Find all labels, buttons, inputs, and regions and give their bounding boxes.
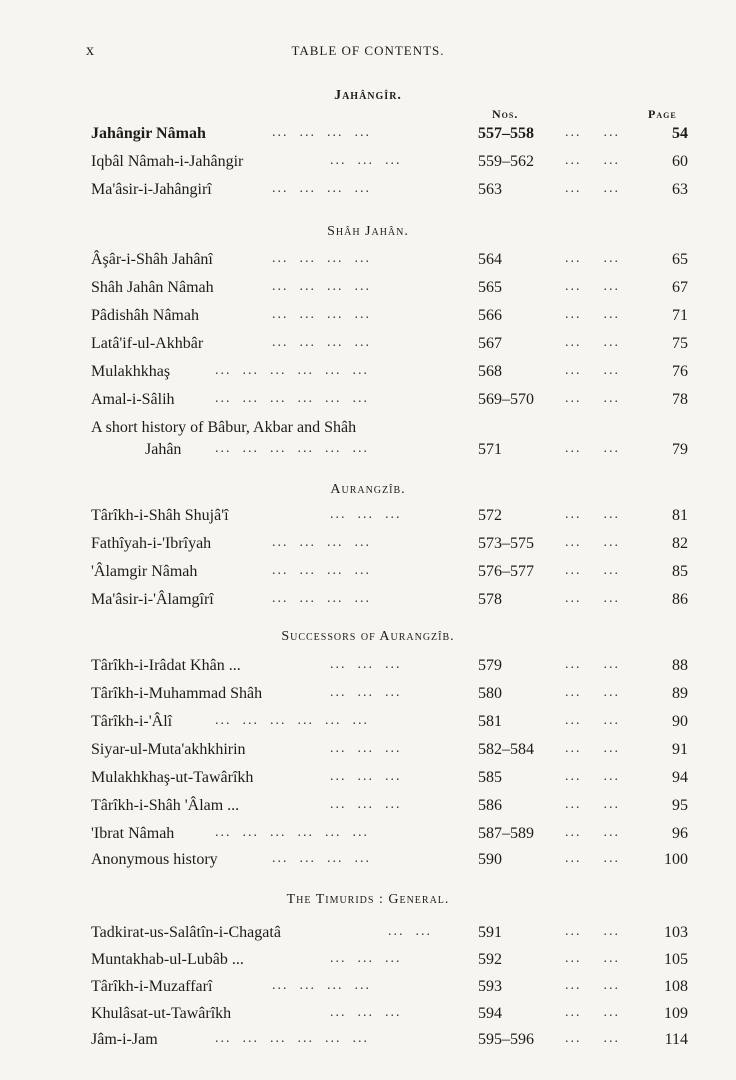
toc-row [0, 657, 736, 681]
entry-title: Târîkh-i-'Âlî [91, 713, 173, 730]
dot-leader: ... ... [565, 441, 620, 456]
entry-title: 'Ibrat Nâmah [91, 825, 175, 842]
entry-page: 108 [664, 978, 688, 995]
entry-nos: 569–570 [478, 391, 534, 408]
dot-leader: ... ... ... ... [272, 978, 371, 993]
entry-page: 96 [672, 825, 688, 842]
toc-row [0, 125, 736, 149]
entry-page: 109 [664, 1005, 688, 1022]
toc-row [0, 419, 736, 443]
entry-page: 90 [672, 713, 688, 730]
entry-page: 81 [672, 507, 688, 524]
entry-page: 105 [664, 951, 688, 968]
dot-leader: ... ... [565, 307, 620, 322]
running-head: TABLE OF CONTENTS. [291, 43, 445, 58]
toc-row [0, 181, 736, 205]
entry-nos: 573–575 [478, 535, 534, 552]
toc-row [0, 769, 736, 793]
dot-leader: ... ... [565, 978, 620, 993]
dot-leader: ... ... [565, 279, 620, 294]
dot-leader: ... ... ... ... [272, 335, 371, 350]
dot-leader: ... ... [565, 769, 620, 784]
toc-row [0, 685, 736, 709]
entry-nos: 593 [478, 978, 502, 995]
dot-leader: ... ... ... ... [272, 307, 371, 322]
entry-nos: 559–562 [478, 153, 534, 170]
dot-leader: ... ... [565, 713, 620, 728]
dot-leader: ... ... [565, 251, 620, 266]
dot-leader: ... ... [388, 924, 432, 939]
dot-leader: ... ... ... [330, 657, 402, 672]
entry-nos: 586 [478, 797, 502, 814]
toc-row [0, 251, 736, 275]
toc-row [0, 391, 736, 415]
dot-leader: ... ... ... ... ... ... [215, 391, 369, 406]
dot-leader: ... ... [565, 563, 620, 578]
entry-nos: 592 [478, 951, 502, 968]
toc-row [0, 363, 736, 387]
dot-leader: ... ... [565, 153, 620, 168]
entry-nos: 557–558 [478, 125, 534, 142]
entry-title: Fathîyah-i-'Ibrîyah [91, 535, 212, 552]
entry-title: Shâh Jahân Nâmah [91, 279, 214, 296]
section-heading-successors: Successors of Aurangzîb. [281, 629, 455, 644]
dot-leader: ... ... ... ... [272, 535, 371, 550]
entry-title: Jâm-i-Jam [91, 1031, 158, 1048]
dot-leader: ... ... [565, 181, 620, 196]
entry-page: 94 [672, 769, 688, 786]
entry-title: Muntakhab-ul-Lubâb ... [91, 951, 244, 968]
entry-page: 88 [672, 657, 688, 674]
page-header [0, 42, 736, 62]
entry-title: Jahân [145, 441, 182, 458]
entry-nos: 590 [478, 851, 502, 868]
entry-page: 103 [664, 924, 688, 941]
dot-leader: ... ... ... [330, 951, 402, 966]
dot-leader: ... ... ... ... [272, 181, 371, 196]
entry-nos: 572 [478, 507, 502, 524]
dot-leader: ... ... [565, 741, 620, 756]
dot-leader: ... ... ... ... ... ... [215, 363, 369, 378]
entry-nos: 567 [478, 335, 502, 352]
entry-page: 65 [672, 251, 688, 268]
entry-nos: 594 [478, 1005, 502, 1022]
dot-leader: ... ... ... [330, 797, 402, 812]
dot-leader: ... ... [565, 851, 620, 866]
entry-nos: 571 [478, 441, 502, 458]
entry-title: Siyar-ul-Muta'akhkhirin [91, 741, 246, 758]
entry-page: 60 [672, 153, 688, 170]
entry-page: 95 [672, 797, 688, 814]
entry-title: Iqbâl Nâmah-i-Jahângir [91, 153, 244, 170]
entry-title: Anonymous history [91, 851, 218, 868]
entry-nos: 576–577 [478, 563, 534, 580]
dot-leader: ... ... ... ... [272, 591, 371, 606]
toc-row [0, 279, 736, 303]
entry-title: Târîkh-i-Muzaffarî [91, 978, 213, 995]
toc-row [0, 1005, 736, 1029]
dot-leader: ... ... [565, 591, 620, 606]
section-heading-jahangir: Jahângîr. [334, 88, 402, 103]
dot-leader: ... ... [565, 125, 620, 140]
dot-leader: ... ... [565, 391, 620, 406]
dot-leader: ... ... [565, 1031, 620, 1046]
column-header-nos: Nos. [492, 107, 519, 121]
dot-leader: ... ... ... ... [272, 125, 371, 140]
dot-leader: ... ... [565, 535, 620, 550]
entry-title: Târîkh-i-Muhammad Shâh [91, 685, 263, 702]
section-heading-shah-jahan: Shâh Jahân. [327, 224, 409, 239]
dot-leader: ... ... [565, 507, 620, 522]
dot-leader: ... ... [565, 657, 620, 672]
toc-row [0, 307, 736, 331]
entry-title: Mulakhkhaş [91, 363, 171, 380]
entry-page: 63 [672, 181, 688, 198]
toc-row [0, 825, 736, 849]
toc-row [0, 153, 736, 177]
entry-page: 89 [672, 685, 688, 702]
entry-nos: 581 [478, 713, 502, 730]
toc-row [0, 924, 736, 948]
entry-page: 86 [672, 591, 688, 608]
dot-leader: ... ... [565, 1005, 620, 1020]
toc-row [0, 563, 736, 587]
entry-page: 76 [672, 363, 688, 380]
entry-title: Târîkh-i-Shâh 'Âlam ... [91, 797, 240, 814]
entry-title: Ma'âsir-i-'Âlamgîrî [91, 591, 214, 608]
toc-row [0, 335, 736, 359]
entry-nos: 580 [478, 685, 502, 702]
entry-nos: 565 [478, 279, 502, 296]
dot-leader: ... ... ... [330, 741, 402, 756]
dot-leader: ... ... [565, 363, 620, 378]
entry-title: Âşâr-i-Shâh Jahânî [91, 251, 213, 268]
toc-row [0, 951, 736, 975]
entry-title: Ma'âsir-i-Jahângirî [91, 181, 212, 198]
entry-title: Mulakhkhaş-ut-Tawârîkh [91, 769, 254, 786]
entry-page: 79 [672, 441, 688, 458]
entry-title: Pâdishâh Nâmah [91, 307, 199, 324]
toc-row [0, 713, 736, 737]
dot-leader: ... ... ... [330, 769, 402, 784]
dot-leader: ... ... ... ... ... ... [215, 441, 369, 456]
dot-leader: ... ... ... ... ... ... [215, 825, 369, 840]
toc-row [0, 507, 736, 531]
column-header-page: Page [648, 107, 677, 121]
dot-leader: ... ... ... [330, 685, 402, 700]
dot-leader: ... ... [565, 825, 620, 840]
dot-leader: ... ... [565, 335, 620, 350]
entry-nos: 566 [478, 307, 502, 324]
entry-title: Latâ'if-ul-Akhbâr [91, 335, 204, 352]
entry-nos: 578 [478, 591, 502, 608]
entry-title: Târîkh-i-Irâdat Khân ... [91, 657, 241, 674]
dot-leader: ... ... ... [330, 1005, 402, 1020]
entry-nos: 582–584 [478, 741, 534, 758]
dot-leader: ... ... ... ... [272, 851, 371, 866]
entry-title: A short history of Bâbur, Akbar and Shâh [91, 419, 357, 436]
entry-page: 75 [672, 335, 688, 352]
toc-row [0, 797, 736, 821]
entry-page: 114 [664, 1031, 688, 1048]
dot-leader: ... ... [565, 951, 620, 966]
entry-title: Târîkh-i-Shâh Shujâ'î [91, 507, 229, 524]
entry-title: Tadkirat-us-Salâtîn-i-Chagatâ [91, 924, 281, 941]
entry-nos: 563 [478, 181, 502, 198]
section-heading-aurangzib: Aurangzîb. [330, 482, 406, 497]
entry-nos: 595–596 [478, 1031, 534, 1048]
toc-row [0, 1031, 736, 1055]
entry-page: 91 [672, 741, 688, 758]
entry-page: 78 [672, 391, 688, 408]
dot-leader: ... ... ... ... [272, 279, 371, 294]
entry-title: 'Âlamgir Nâmah [91, 563, 198, 580]
entry-page: 82 [672, 535, 688, 552]
toc-row [0, 978, 736, 1002]
toc-row [0, 591, 736, 615]
dot-leader: ... ... [565, 685, 620, 700]
dot-leader: ... ... [565, 924, 620, 939]
dot-leader: ... ... ... ... [272, 563, 371, 578]
dot-leader: ... ... ... ... [272, 251, 371, 266]
entry-title: Amal-i-Sâlih [91, 391, 175, 408]
toc-row [0, 441, 736, 465]
entry-page: 54 [672, 125, 688, 142]
dot-leader: ... ... ... ... ... ... [215, 1031, 369, 1046]
entry-nos: 587–589 [478, 825, 534, 842]
entry-nos: 564 [478, 251, 502, 268]
dot-leader: ... ... ... [330, 153, 402, 168]
toc-row [0, 851, 736, 875]
entry-page: 67 [672, 279, 688, 296]
dot-leader: ... ... [565, 797, 620, 812]
entry-nos: 591 [478, 924, 502, 941]
entry-title: Jahângir Nâmah [91, 125, 206, 142]
page-number: x [86, 42, 94, 59]
entry-title: Khulâsat-ut-Tawârîkh [91, 1005, 232, 1022]
entry-nos: 568 [478, 363, 502, 380]
toc-row [0, 741, 736, 765]
section-heading-timurids: The Timurids : General. [286, 892, 450, 907]
entry-page: 85 [672, 563, 688, 580]
toc-row [0, 535, 736, 559]
dot-leader: ... ... ... ... ... ... [215, 713, 369, 728]
entry-nos: 585 [478, 769, 502, 786]
dot-leader: ... ... ... [330, 507, 402, 522]
entry-page: 100 [664, 851, 688, 868]
entry-nos: 579 [478, 657, 502, 674]
entry-page: 71 [672, 307, 688, 324]
